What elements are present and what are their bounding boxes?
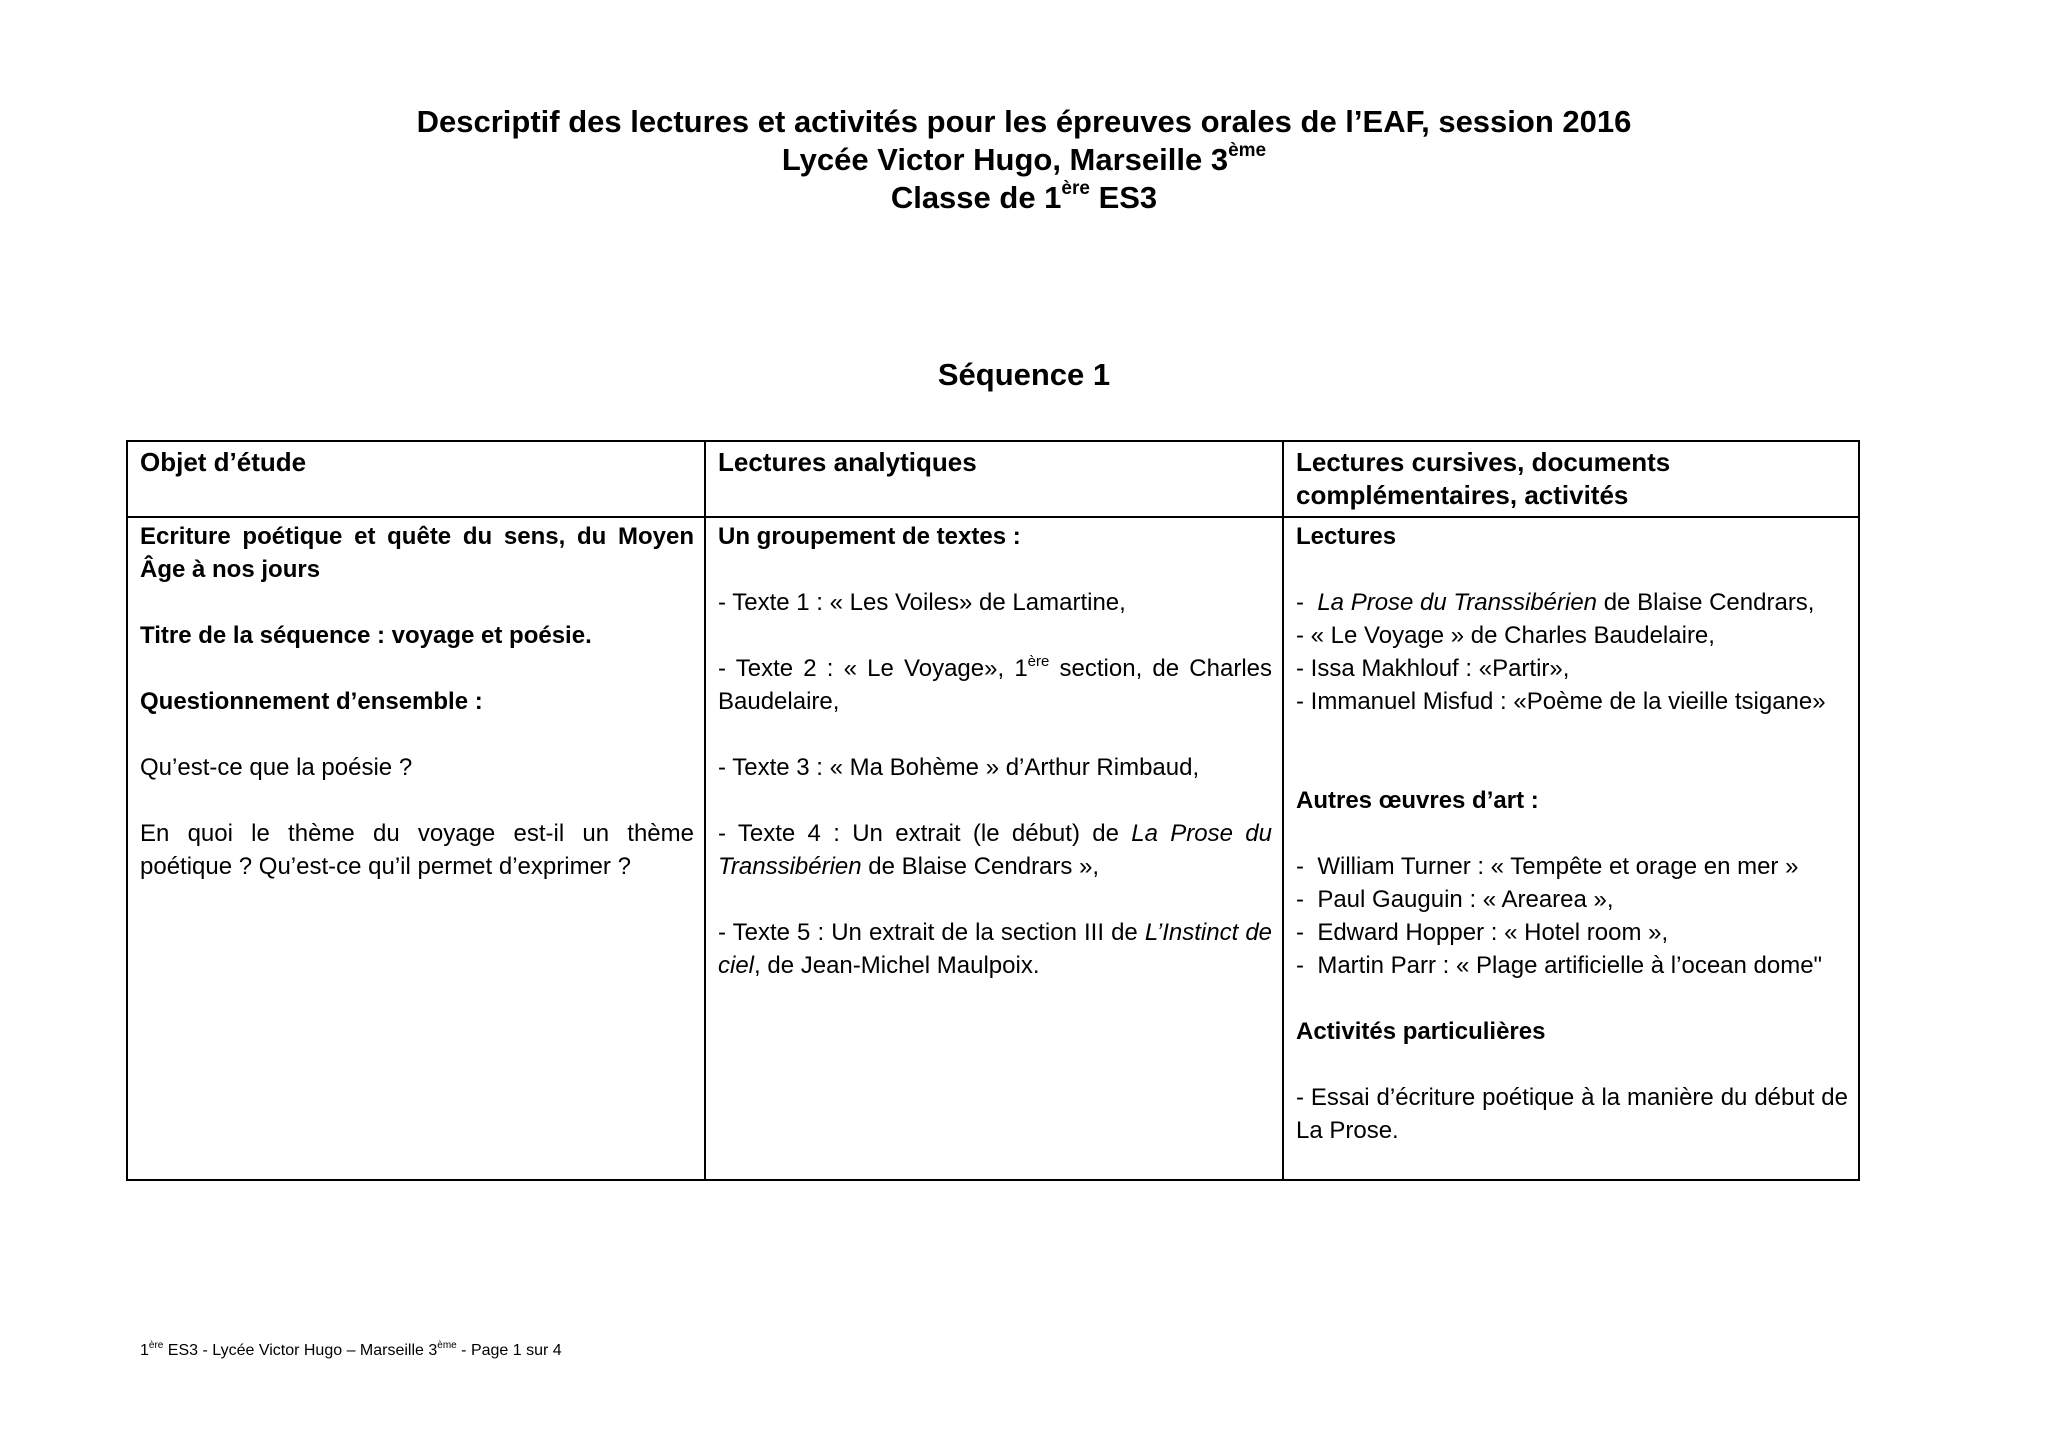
activites-label: Activités particulières bbox=[1296, 1018, 1546, 1045]
header-lectures-cursives: Lectures cursives, documents complémentaires, activités bbox=[1283, 441, 1859, 517]
header-class-post: ES3 bbox=[1089, 180, 1158, 215]
sequence-table bbox=[126, 440, 1860, 1181]
oeuvres-label: Autres œuvres d’art : bbox=[1296, 787, 1539, 814]
groupement-heading: Un groupement de textes : bbox=[718, 523, 1021, 550]
lecture-1: - La Prose du Transsibérien de Blaise Cendrars, bbox=[1296, 589, 1815, 616]
cell-lectures-analytiques bbox=[705, 517, 1283, 1180]
lecture-2: - « Le Voyage » de Charles Baudelaire, bbox=[1296, 622, 1715, 649]
art-2: - Paul Gauguin : « Arearea », bbox=[1296, 886, 1614, 913]
objet-etude-text: Ecriture poétique et quête du sens, du Moyen Âge à nos jours bbox=[140, 523, 694, 583]
activite-1: - Essai d’écriture poétique à la manière du début de La Prose. bbox=[1296, 1084, 1848, 1144]
page-footer: 1ère ES3 - Lycée Victor Hugo – Marseille 3ème - Page 1 sur 4 bbox=[140, 1340, 562, 1359]
header-school bbox=[0, 141, 2048, 179]
texte-1: - Texte 1 : « Les Voiles» de Lamartine, bbox=[718, 589, 1126, 616]
texte-2: - Texte 2 : « Le Voyage», 1ère section, de Charles Baudelaire, bbox=[718, 653, 1273, 715]
question-1: Qu’est-ce que la poésie ? bbox=[140, 754, 413, 781]
art-1: - William Turner : « Tempête et orage en mer » bbox=[1296, 853, 1799, 880]
table-header-row bbox=[127, 441, 1859, 517]
header-school-sup: ème bbox=[1228, 140, 1267, 161]
texte-3: - Texte 3 : « Ma Bohème » d’Arthur Rimbaud, bbox=[718, 754, 1200, 781]
document-header bbox=[0, 103, 2048, 217]
header-objet-etude: Objet d’étude bbox=[127, 441, 705, 517]
header-class-pre: Classe de 1 bbox=[890, 180, 1062, 215]
header-school-text: Lycée Victor Hugo, Marseille 3 bbox=[781, 142, 1229, 177]
art-4: - Martin Parr : « Plage artificielle à l’ocean dome" bbox=[1296, 952, 1823, 979]
lecture-3: - Issa Makhlouf : «Partir», bbox=[1296, 655, 1570, 682]
question-2: En quoi le thème du voyage est-il un thème poétique ? Qu’est-ce qu’il permet d’exprimer ? bbox=[140, 820, 694, 880]
header-class-sup: ère bbox=[1061, 178, 1090, 199]
texte-5: - Texte 5 : Un extrait de la section III de L’Instinct de ciel, de Jean-Michel Maulpoix. bbox=[718, 919, 1273, 979]
lecture-4: - Immanuel Misfud : «Poème de la vieille tsigane» bbox=[1296, 688, 1826, 715]
sequence-theme: Titre de la séquence : voyage et poésie. bbox=[140, 622, 592, 649]
lectures-label: Lectures bbox=[1296, 523, 1397, 550]
cell-lectures-cursives bbox=[1283, 517, 1859, 1180]
table-row bbox=[127, 517, 1859, 1180]
header-lectures-analytiques: Lectures analytiques bbox=[705, 441, 1283, 517]
header-class bbox=[0, 179, 2048, 217]
cell-objet-etude bbox=[127, 517, 705, 1180]
art-3: - Edward Hopper : « Hotel room », bbox=[1296, 919, 1669, 946]
texte-4: - Texte 4 : Un extrait (le début) de La Prose du Transsibérien de Blaise Cendrars », bbox=[718, 820, 1273, 880]
questionnement-label: Questionnement d’ensemble : bbox=[140, 688, 483, 715]
header-title: Descriptif des lectures et activités pour les épreuves orales de l’EAF, session 2016 bbox=[416, 104, 1632, 139]
sequence-title: Séquence 1 bbox=[937, 357, 1111, 392]
